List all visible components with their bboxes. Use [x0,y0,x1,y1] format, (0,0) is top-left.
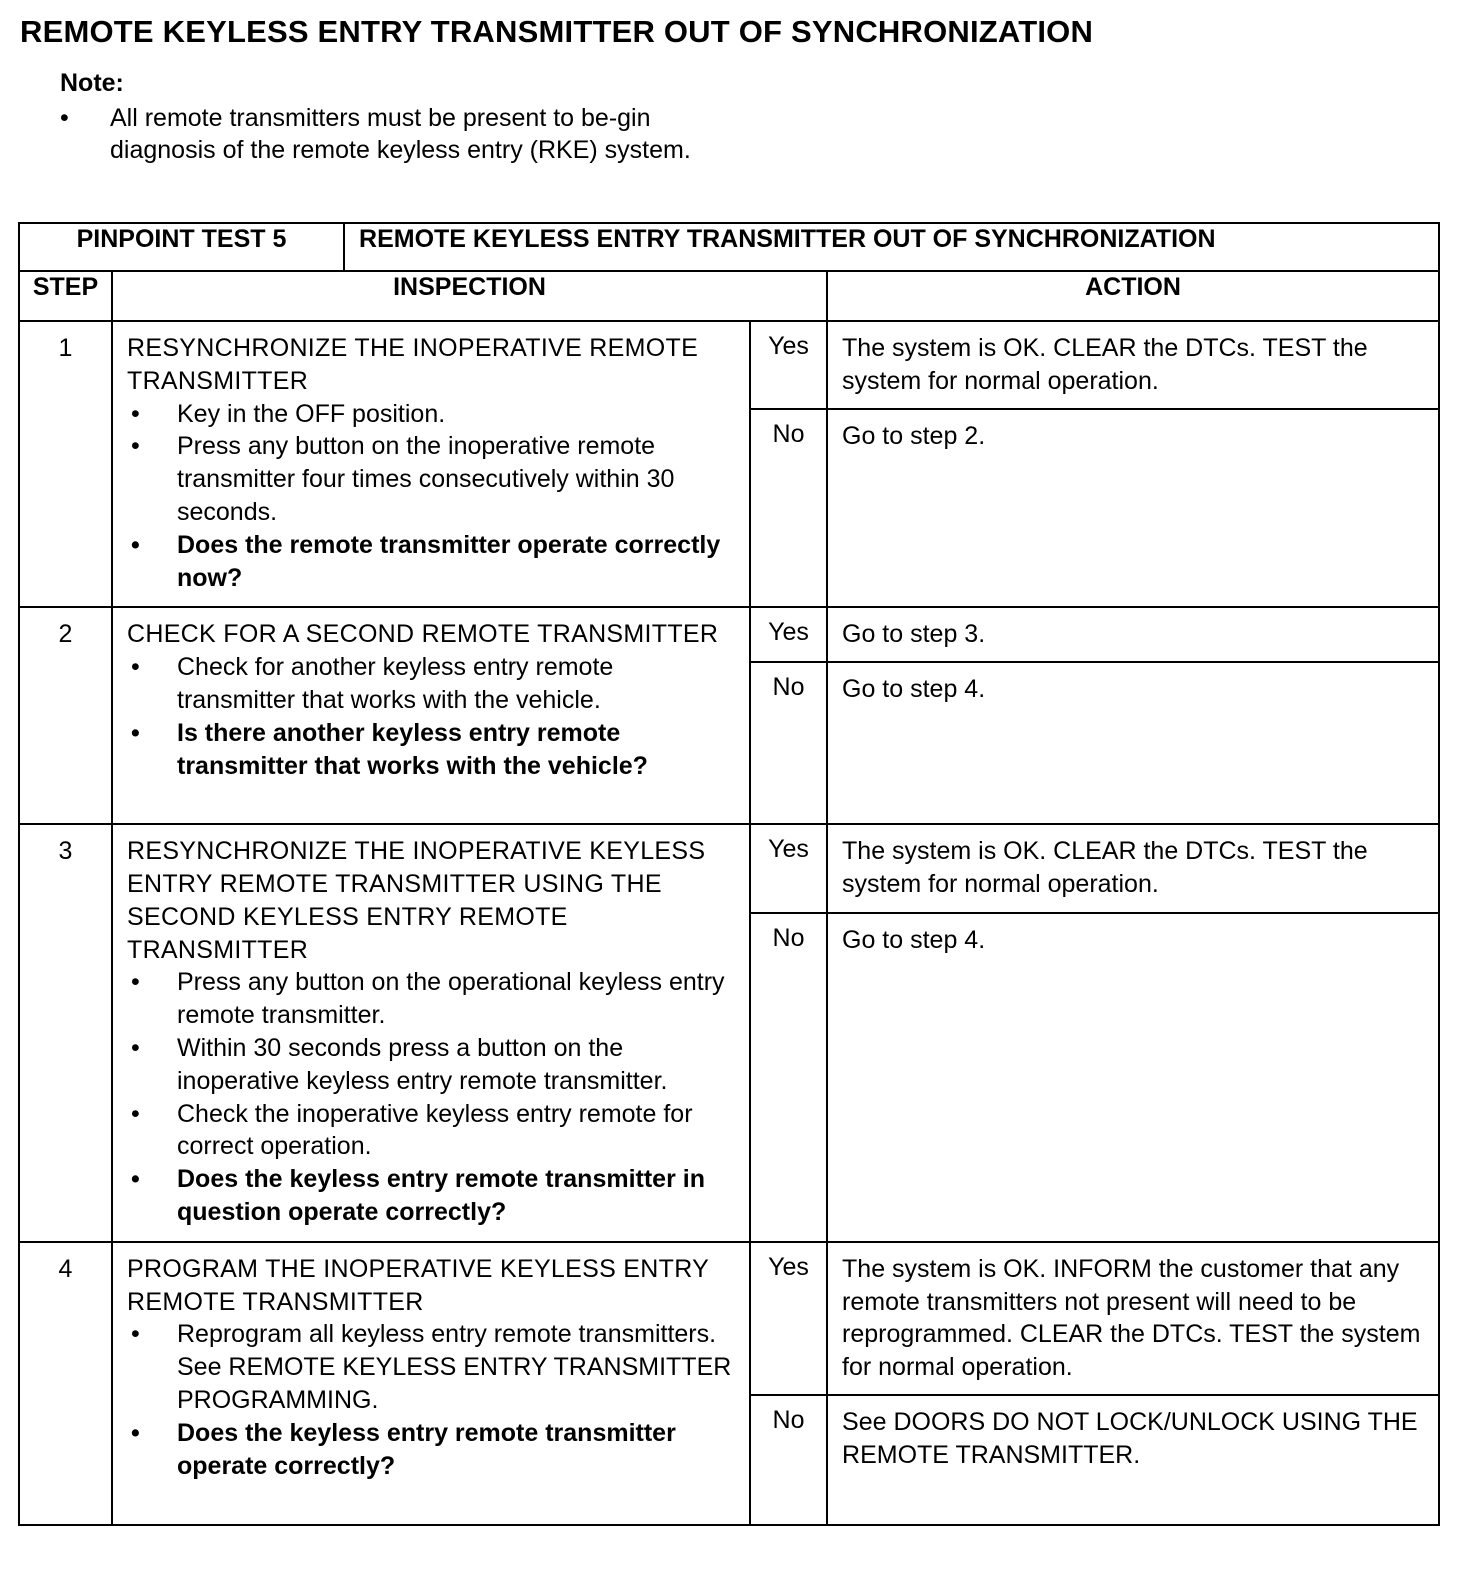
step-number: 2 [19,607,112,824]
step-inspection [112,824,750,1242]
no-action: Go to step 2. [827,409,1439,607]
bullet-icon: • [131,432,140,461]
step-number: 3 [19,824,112,1242]
inspection-question: • Does the remote transmitter operate correctly now? [131,530,721,592]
pinpoint-header-row [19,223,1439,271]
step-inspection [112,607,750,824]
step-heading: RESYNCHRONIZE THE INOPERATIVE KEYLESS ENTRY REMOTE TRANSMITTER USING THE SECOND KEYLESS ENTRY REMOTE TRANSMITTER [127,837,706,964]
step-number: 1 [19,321,112,607]
bullet-icon: • [131,399,140,428]
no-action: Go to step 4. [827,662,1439,824]
inspection-item: • Check the inoperative keyless entry remote for correct operation. [131,1099,693,1161]
inspection-item: • Check for another keyless entry remote transmitter that works with the vehicle. [131,653,614,714]
inspection-question: • Does the keyless entry remote transmitter in question operate correctly? [131,1165,705,1226]
note-label: Note: [60,69,124,97]
bullet-icon: • [131,1418,140,1447]
yes-action: Go to step 3. [827,607,1439,662]
yes-action: The system is OK. CLEAR the DTCs. TEST the system for normal operation. [827,824,1439,912]
yes-label: Yes [750,607,827,662]
bullet-icon: • [131,1099,140,1128]
yes-label: Yes [750,1242,827,1395]
bullet-icon: • [131,968,140,997]
no-action: See DOORS DO NOT LOCK/UNLOCK USING THE REMOTE TRANSMITTER. [827,1395,1439,1525]
no-label: No [750,913,827,1242]
bullet-icon: • [131,1165,140,1194]
yes-action: The system is OK. CLEAR the DTCs. TEST the system for normal operation. [827,321,1439,409]
yes-label: Yes [750,824,827,912]
inspection-question: • Does the keyless entry remote transmitter operate correctly? [131,1418,676,1480]
step-inspection [112,1242,750,1525]
bullet-icon: • [131,530,140,559]
no-label: No [750,662,827,824]
yes-action: The system is OK. INFORM the customer that any remote transmitters not present will need to be reprogrammed. CLEAR the DTCs. TEST the system for normal operation. [827,1242,1439,1395]
step-heading: CHECK FOR A SECOND REMOTE TRANSMITTER [127,620,719,649]
pinpoint-title: REMOTE KEYLESS ENTRY TRANSMITTER OUT OF SYNCHRONIZATION [344,223,1439,271]
step-inspection [112,321,750,607]
bullet-icon: • [131,653,140,682]
inspection-item: • Press any button on the inoperative remote transmitter four times consecutively within 30 seconds. [131,432,675,526]
column-header-step: STEP [19,271,112,321]
column-header-row [19,271,1439,321]
step-row-2-yes [19,607,1439,662]
inspection-item: • Press any button on the operational keyless entry remote transmitter. [131,968,725,1030]
no-label: No [750,1395,827,1525]
bullet-icon: • [131,1033,140,1062]
bullet-icon: • [131,718,140,747]
pinpoint-label: PINPOINT TEST 5 [19,223,344,271]
yes-label: Yes [750,321,827,409]
step-number: 4 [19,1242,112,1525]
inspection-item: • Within 30 seconds press a button on the inoperative keyless entry remote transmitter. [131,1033,668,1095]
step-heading: PROGRAM THE INOPERATIVE KEYLESS ENTRY REMOTE TRANSMITTER [127,1254,709,1316]
pinpoint-test-table [18,222,1440,1526]
bullet-icon: • [60,104,69,132]
inspection-question: • Is there another keyless entry remote transmitter that works with the vehicle? [131,718,648,780]
no-label: No [750,409,827,607]
column-header-action: ACTION [827,271,1439,321]
column-header-inspection: INSPECTION [112,271,827,321]
inspection-item: • Reprogram all keyless entry remote transmitters. See REMOTE KEYLESS ENTRY TRANSMITTER PROGRAMMING. [131,1320,732,1414]
note-block [60,68,720,166]
bullet-icon: • [131,1320,140,1349]
step-row-3-yes [19,824,1439,912]
step-row-4-yes [19,1242,1439,1395]
document-title: REMOTE KEYLESS ENTRY TRANSMITTER OUT OF SYNCHRONIZATION [20,14,1094,49]
no-action: Go to step 4. [827,913,1439,1242]
note-item [60,102,720,166]
inspection-item: • Key in the OFF position. [127,398,735,431]
step-heading: RESYNCHRONIZE THE INOPERATIVE REMOTE TRANSMITTER [127,334,699,395]
step-row-1-yes [19,321,1439,409]
note-item-text: All remote transmitters must be present to be-gin diagnosis of the remote keyless entry (RKE) system. [110,104,691,164]
